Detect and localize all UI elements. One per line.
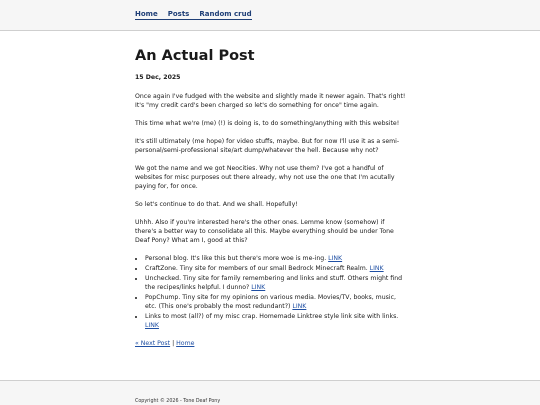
- personal-blog-link[interactable]: LINK: [328, 255, 343, 262]
- home-link[interactable]: Home: [176, 340, 195, 347]
- post-content: [135, 48, 407, 348]
- sites-list: [135, 254, 407, 330]
- post-nav-separator: |: [172, 340, 175, 347]
- popchump-link[interactable]: LINK: [292, 303, 307, 310]
- nav-posts-link[interactable]: Posts: [167, 10, 190, 18]
- post-paragraph: So let's continue to do that. And we shall. Hopefully!: [135, 201, 298, 208]
- post-paragraph: It's still ultimately (me hope) for video stuffs, maybe. But for now I'll use it as a semi-personal/semi-professional site/art dump/whatever the hell. Because why not?: [135, 138, 400, 154]
- list-item-text: CraftZone. Tiny site for members of our small Bedrock Minecraft Realm.: [145, 265, 370, 272]
- list-item: [145, 274, 407, 292]
- site-header: [0, 0, 540, 31]
- post-title: An Actual Post: [135, 48, 255, 64]
- list-item: [145, 264, 407, 273]
- post-paragraph: Once again I've fudged with the website and slightly made it newer again. That's right! It's "my credit card's been charged so let's do something for once" time again.: [135, 93, 406, 109]
- post-paragraph: Uhhh. Also if you're interested here's the other ones. Lemme know (somehow) if there's a better way to consolidate all this. Maybe everything should be under Tone Deaf Pony? What am I, good at this?: [135, 219, 394, 244]
- post-paragraph: This time what we're (me) (!) is doing is, to do something/anything with this website!: [135, 120, 400, 127]
- post-date: 15 Dec, 2025: [135, 74, 181, 81]
- copyright-text: Copyright © 2026 - Tone Deaf Pony: [135, 399, 221, 404]
- list-item: [145, 312, 407, 330]
- list-item: [145, 254, 407, 263]
- next-post-link[interactable]: « Next Post: [135, 340, 171, 347]
- list-item: [145, 293, 407, 311]
- nav-home-link[interactable]: Home: [135, 10, 158, 18]
- post-paragraph: We got the name and we got Neocities. Why not use them? I've got a handful of websites for misc purposes out there already, why not use the one that I'm acutally paying for, for once.: [135, 165, 395, 190]
- post-navigation: [135, 339, 407, 348]
- craftzone-link[interactable]: LINK: [369, 265, 384, 272]
- nav-random-crud-link[interactable]: Random crud: [199, 10, 252, 18]
- list-item-text: PopChump. Tiny site for my opinions on various media. Movies/TV, books, music, etc. (This one's probably the most redundant?): [145, 294, 396, 310]
- unchecked-link[interactable]: LINK: [251, 284, 266, 291]
- site-footer: [0, 380, 540, 405]
- main-nav: [135, 10, 252, 20]
- list-item-text: Personal blog. It's like this but there's more woe is me-ing.: [145, 255, 329, 262]
- list-item-text: Unchecked. Tiny site for family remembering and links and stuff. Others might find the recipes/links helpful. I dunno?: [145, 275, 403, 291]
- list-item-text: Links to most (all?) of my misc crap. Homemade Linktree style link site with links.: [145, 313, 399, 320]
- linktree-link[interactable]: LINK: [145, 322, 159, 329]
